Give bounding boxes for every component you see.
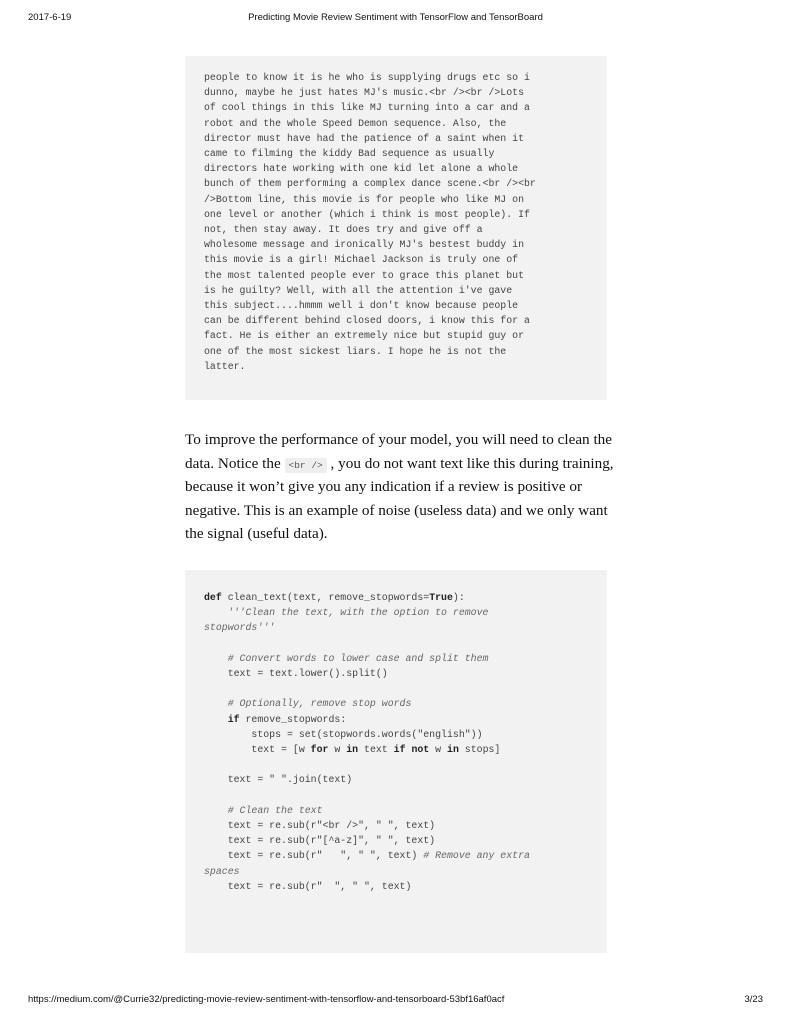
code-comment: # Remove any extra	[423, 850, 530, 862]
code-text: clean_text(text, remove_stopwords=	[221, 592, 430, 603]
code-keyword: not	[411, 744, 430, 756]
review-line: not, then stay away. It does try and give off a	[204, 224, 483, 236]
review-line: the most talented people ever to grace this planet but	[204, 269, 525, 281]
review-line: fact. He is either an extremely nice but stupid guy or	[204, 330, 525, 342]
code-keyword: in	[346, 744, 359, 756]
paragraph-text-after: , you do not want text like this during training, because it won’t give you any indication if a review is positive or negative. This is an example of noise (useless data) and we only want the signal (useful data).	[185, 454, 614, 542]
review-line: this movie is a girl! Michael Jackson is truly one of	[204, 254, 519, 266]
review-line: one level or another (which i think is most people). If	[204, 208, 530, 220]
code-line: text = re.sub(r" ", " ", text)	[204, 850, 424, 862]
print-date: 2017-6-19	[28, 12, 72, 23]
code-listing	[204, 590, 607, 894]
code-text: stops]	[458, 744, 501, 756]
body-paragraph	[185, 428, 615, 546]
code-comment: # Optionally, remove stop words	[204, 698, 412, 710]
code-keyword: for	[310, 744, 329, 756]
code-comment: # Clean the text	[204, 804, 323, 816]
code-text: ):	[452, 592, 465, 603]
review-line: people to know it is he who is supplying drugs etc so i	[204, 72, 530, 83]
review-line: wholesome message and ironically MJ's bestest buddy in	[204, 239, 525, 251]
review-line: dunno, maybe he just hates MJ's music.<br /><br />Lots	[204, 87, 525, 99]
review-line: came to filming the kiddy Bad sequence as usually	[204, 148, 495, 160]
code-keyword: if	[393, 744, 406, 756]
footer-url: https://medium.com/@Currie32/predicting-movie-review-sentiment-with-tensorflow-and-tensorboard-53bf16af0acf	[28, 994, 505, 1005]
code-text: text	[358, 744, 394, 756]
review-line: bunch of them performing a complex dance scene.<br /><br	[204, 178, 536, 190]
code-docstring: '''Clean the text, with the option to remove	[204, 607, 489, 619]
code-line: text = re.sub(r"[^a-z]", " ", text)	[204, 835, 436, 847]
review-line: directors hate working with one kid let alone a whole	[204, 163, 519, 175]
page-title: Predicting Movie Review Sentiment with TensorFlow and TensorBoard	[248, 12, 543, 23]
code-keyword: if	[227, 713, 240, 725]
code-text: w	[429, 744, 448, 756]
page-number: 3/23	[744, 994, 763, 1005]
code-comment: # Convert words to lower case and split them	[204, 652, 489, 664]
code-keyword: True	[429, 592, 453, 603]
code-line: text = re.sub(r"<br />", " ", text)	[204, 820, 436, 832]
review-line: this subject....hmmm well i don't know because people	[204, 300, 519, 312]
review-line: of cool things in this like MJ turning into a car and a	[204, 102, 530, 114]
paragraph-text-before: To improve the performance of your model, you will need to clean the data. Notice the	[185, 431, 612, 472]
code-indent	[204, 714, 228, 725]
review-line: robot and the whole Speed Demon sequence. Also, the	[204, 117, 507, 129]
review-line: director must have had the patience of a saint when it	[204, 132, 525, 144]
review-line: />Bottom line, this movie is for people who like MJ on	[204, 193, 525, 205]
review-line: latter.	[204, 360, 246, 372]
code-keyword: def	[204, 592, 222, 603]
code-line: text = re.sub(r" ", " ", text)	[204, 880, 412, 892]
code-block-clean-text	[185, 570, 607, 953]
code-text: remove_stopwords:	[239, 713, 347, 725]
code-comment: spaces	[204, 865, 240, 877]
review-text-block	[185, 56, 607, 400]
code-text: w	[328, 744, 347, 756]
review-line: is he guilty? Well, with all the attention i've gave	[204, 284, 513, 296]
inline-code-br-tag: <br />	[285, 458, 327, 473]
review-line: one of the most sickest liars. I hope he is not the	[204, 345, 507, 357]
code-line: text = text.lower().split()	[204, 668, 388, 680]
code-docstring: stopwords'''	[204, 622, 276, 634]
code-line: stops = set(stopwords.words("english"))	[204, 728, 483, 740]
review-line: can be different behind closed doors, i know this for a	[204, 315, 530, 327]
code-keyword: in	[447, 744, 459, 756]
code-line: text = " ".join(text)	[204, 774, 353, 786]
review-text	[204, 70, 607, 374]
code-text: text = [w	[204, 744, 311, 756]
